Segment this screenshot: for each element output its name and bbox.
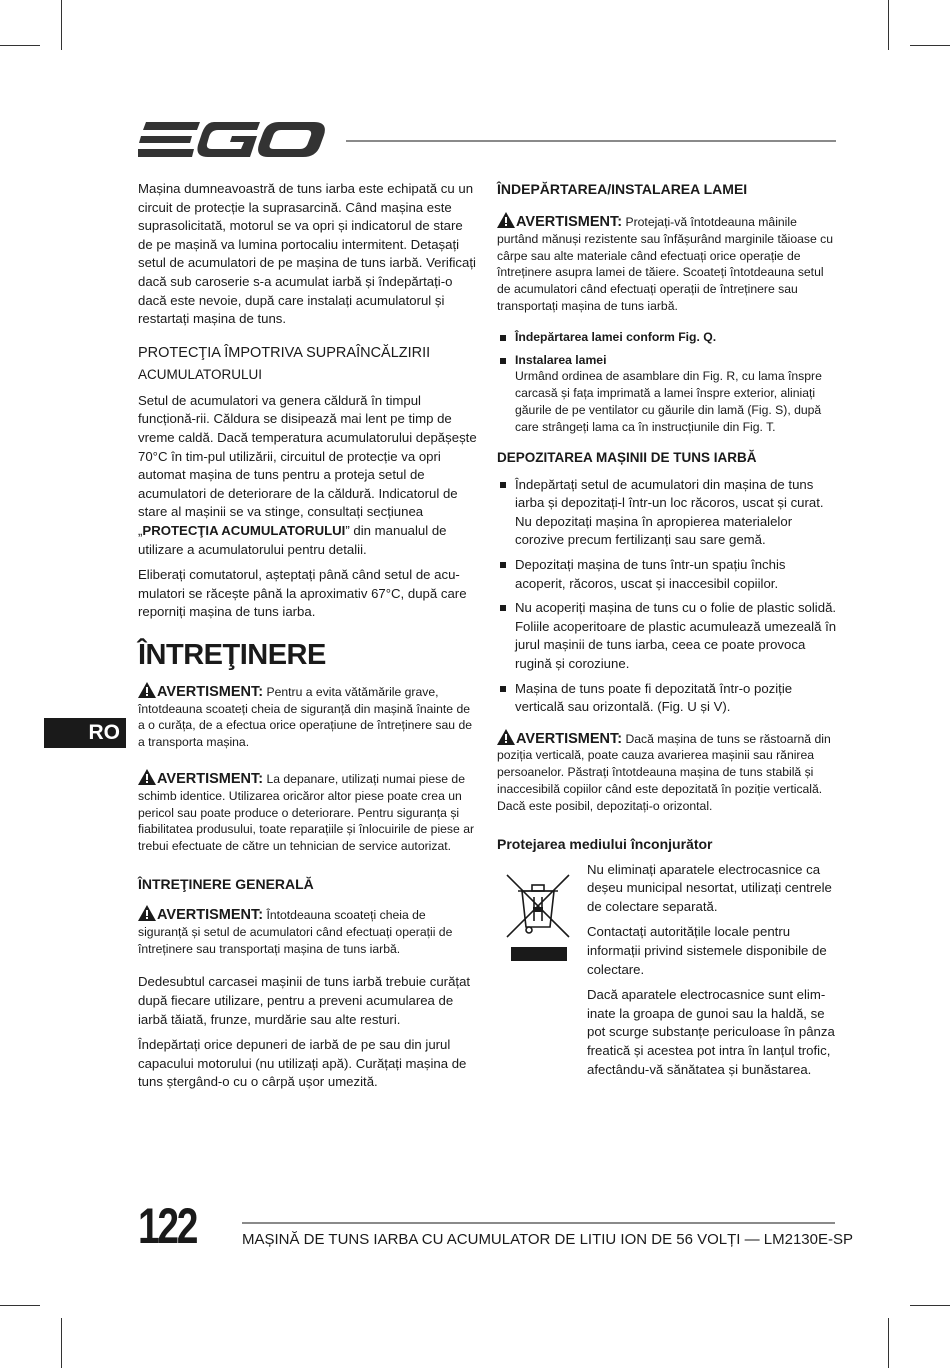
environment-text [587, 861, 837, 1080]
header-rule [346, 140, 836, 142]
crop-mark [888, 1318, 889, 1368]
warning-text: Protejați-vă întotdeauna mâinile purtând mănuși rezistente sau înfășurând marginile tăioase cu cârpe sau alte materiale când efectuați orice operație de întreținere asupra lamei de tăiere. Scoateți întotdeauna setul de acumulatori când efectuați operații de întreținere sau transportați mașina de tuns iarbă. [497, 215, 834, 313]
overheat-heading [138, 343, 478, 385]
bullet-icon [500, 605, 506, 611]
bullet-icon [500, 562, 506, 568]
battery-protection-reference: PROTECŢIA ACUMULATORULUI [142, 522, 346, 538]
list-item [497, 329, 837, 346]
overheat-text: Setul de acumulatori va genera căldură în timpul funcționă-rii. Căldura se disipează mai lent pe timp de vreme caldă. Dacă temperatura acumulatorului depășește 70°C în tim-pul utilizării, circuitul de protecție va opri automat mașina de tuns pentru a proteja setul de acumulatori de deteriorare de la căldură. Indicatorul de stare al mașinii se va stinge, consultați secțiunea „ [138, 392, 477, 538]
page-number: 122 [138, 1198, 197, 1254]
crop-mark [888, 0, 889, 50]
blade-heading: ÎNDEPĂRTAREA/INSTALAREA LAMEI [497, 181, 748, 197]
warning-label: AVERTISMENT: [157, 907, 264, 924]
crop-mark [61, 0, 62, 50]
warning-label: AVERTISMENT: [516, 730, 623, 747]
storage-item-text: Mașina de tuns poate fi depozitată într-o poziție verticală sau orizontală. (Fig. U și V). [515, 680, 793, 715]
warning-label: AVERTISMENT: [157, 683, 264, 700]
blade-item-text: Urmând ordinea de asamblare din Fig. R, cu lama înspre carcasă și fața imprimată a lamei înspre exterior, aliniați găurile de pe ventilator cu găurile din lamă (Fig. S), după care strângeți lama ca în instrucțiunile din Fig. T. [515, 369, 822, 434]
storage-list [497, 476, 837, 717]
blade-item-title: Instalarea lamei [515, 352, 607, 367]
list-item [497, 599, 837, 673]
maintenance-heading: ÎNTREŢINERE [138, 638, 326, 671]
right-column [497, 180, 837, 1079]
general-maintenance-heading: ÎNTREŢINERE GENERALĂ [138, 876, 314, 893]
warning-label: AVERTISMENT: [157, 771, 264, 788]
crop-mark [61, 1318, 62, 1368]
crop-mark [0, 1305, 40, 1306]
bullet-icon [500, 482, 506, 488]
warning-2 [138, 769, 478, 855]
crossed-bin-icon [503, 863, 573, 967]
blade-item-title: Îndepărtarea lamei conform Fig. Q. [515, 329, 717, 344]
blade-list [497, 329, 837, 436]
intro-paragraph: Mașina dumneavoastră de tuns iarba este echipată cu un circuit de protecție la suprasarcină. Când mașina este suprasolicitată, motorul se va opri și indicatorul de stare de pe mașină va lumina portocaliu intermitent. Detașați setul de acumulatori de pe mașina de tuns iarbă. Verificați dacă sub caroserie s-a acumulat iarbă și îndepărtați-o dacă este nevoie, după care instalați acumulatorul și restartați mașina de tuns. [138, 181, 476, 327]
bullet-icon [500, 335, 506, 341]
blade-warning [497, 212, 837, 315]
warning-1 [138, 682, 478, 751]
storage-warning [497, 729, 837, 815]
overheat-text-end: ” din manualul de utilizare a acumulatorului pentru detalii. [138, 522, 447, 557]
warning-triangle-icon [497, 212, 515, 228]
general-paragraph-2: Îndepărtați orice depuneri de iarbă de pe sau din jurul capacului motorului (nu utilizați apă). Curățați mașina de tuns ștergând-o cu o cârpă ușor umezită. [138, 1037, 467, 1090]
list-item [497, 352, 837, 436]
footer-rule [242, 1222, 835, 1224]
overheat-paragraph-2: Eliberați comutatorul, așteptați până când setul de acu-mulatori se răcește până la aproximativ 67°C, după care reporniți mașina de tuns iarba. [138, 567, 467, 620]
environment-paragraph-2: Contactați autoritățile locale pentru informații privind sistemele disponibile de colectare. [587, 924, 827, 977]
environment-paragraph-3: Dacă aparatele electrocasnice sunt elim-inate la groapa de gunoi sau la haldă, se pot scurge substanțe periculoase în pânza freatică și acestea pot intra în lanțul trofic, afectându-vă sănătatea și bunăstarea. [587, 987, 835, 1077]
crop-mark [910, 45, 950, 46]
warning-3 [138, 905, 478, 957]
warning-triangle-icon [138, 682, 156, 698]
environment-paragraph-1: Nu eliminați aparatele electrocasnice ca deșeu municipal nesortat, utilizați centrele de colectare separată. [587, 861, 832, 914]
warning-label: AVERTISMENT: [516, 214, 623, 230]
overheat-heading-line1: PROTECŢIA ÎMPOTRIVA SUPRAÎNCĂLZIRII [138, 344, 431, 361]
warning-text: La depanare, utilizați numai piese de schimb identice. Utilizarea oricăror altor piese poate crea un pericol sau poate produce o deteriorare. Pentru siguranța și fiabilitatea produsului, toate reparațiile și înlocuirile de piese ar trebui efectuate de către un tehnician de service autorizat. [138, 772, 475, 854]
ego-logo [138, 118, 328, 162]
overheat-heading-line2: ACUMULATORULUI [138, 366, 263, 382]
warning-triangle-icon [497, 729, 515, 745]
storage-item-text: Depozitați mașina de tuns într-un spațiu închis acoperit, răcoros, uscat și inaccesibil copiilor. [515, 556, 786, 591]
left-column [138, 180, 478, 1092]
environment-section [497, 861, 837, 1080]
storage-item-text: Nu acoperiți mașina de tuns cu o folie de plastic solidă. Foliile acoperitoare de plastic acumulează umezeală în jurul mașinii de tuns iarba, ceea ce poate provoca rugină și coroziune. [515, 600, 837, 671]
list-item [497, 476, 837, 550]
language-tab [44, 718, 126, 748]
general-paragraph-1: Dedesubtul carcasei mașinii de tuns iarbă trebuie curățat după fiecare utilizare, pentru a preveni acumularea de iarbă tăiată, frunze, murdărie sau alte resturi. [138, 974, 471, 1027]
crop-mark [910, 1305, 950, 1306]
warning-triangle-icon [138, 905, 156, 921]
list-item [497, 680, 837, 717]
storage-heading: DEPOZITAREA MAȘINII DE TUNS IARBĂ [497, 449, 757, 465]
warning-text: Întotdeauna scoateți cheia de siguranță și setul de acumulatori când efectuați operații de întreținere sau transportați mașina de tuns iarbă. [138, 908, 453, 956]
warning-triangle-icon [138, 769, 156, 785]
warning-text: Dacă mașina de tuns se răstoarnă din poziția verticală, poate cauza avarierea mașinii sau rănirea persoanelor. Păstrați întotdeauna mașina de tuns stabilă și inaccesibilă copiilor când este depozitată în poziție verticală. Dacă este posibil, depozitați-o orizontal. [497, 731, 831, 813]
bullet-icon [500, 358, 506, 364]
language-tab-label: RO [88, 721, 120, 744]
footer-title: MAȘINĂ DE TUNS IARBA CU ACUMULATOR DE LITIU ION DE 56 VOLȚI — LM2130E-SP [242, 1231, 853, 1248]
list-item [497, 556, 837, 593]
crop-mark [0, 45, 40, 46]
environment-heading: Protejarea mediului înconjurător [497, 835, 713, 852]
storage-item-text: Îndepărtați setul de acumulatori din mașina de tuns iarba și depozitați-l într-un loc răcoros, uscat și curat. Nu depozitați mașina în apropierea materialelor corozive precum fertilizanți sau sare gemă. [515, 476, 824, 548]
warning-text: Pentru a evita vătămările grave, întotdeauna scoateți cheia de siguranță din mașină înainte de a o curăța, de a efectua orice operațiune de întreținere sau de a transporta mașina. [138, 684, 473, 750]
bullet-icon [500, 686, 506, 692]
overheat-paragraph-1 [138, 392, 478, 559]
